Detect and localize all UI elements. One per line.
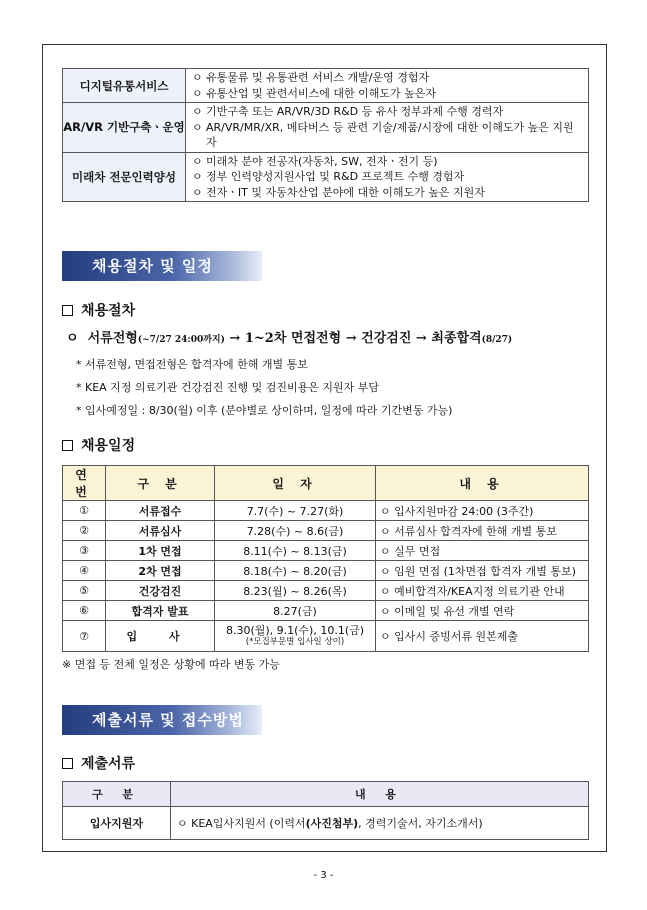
job-details (186, 69, 589, 103)
step-final-note: (8/27) (481, 335, 513, 345)
row-date: 8.18(수) ~ 8.20(금) (215, 561, 376, 581)
bullet-icon: ㅇ (66, 331, 79, 346)
row-stage: 2차 면접 (106, 561, 215, 581)
table-header-row (63, 466, 589, 501)
bullet-icon: ㅇ (192, 185, 203, 199)
docs-row-label: 입사지원자 (63, 807, 171, 840)
job-category: AR/VR 기반구축ㆍ운영 (63, 103, 186, 153)
table-row (63, 521, 589, 541)
row-content: ㅇ 이메일 및 유선 개별 연락 (376, 601, 589, 621)
arrow-icon: → (229, 331, 241, 346)
checkbox-square-icon (62, 440, 73, 451)
heading-documents (62, 753, 135, 773)
job-item: 유통산업 및 관련서비스에 대한 이해도가 높은자 (206, 86, 437, 100)
row-date: 8.27(금) (215, 601, 376, 621)
step-document-note: (~7/27 24:00까지) (137, 335, 225, 345)
heading-label: 채용일정 (81, 438, 136, 454)
row-content: ㅇ 입사지원마감 24:00 (3주간) (376, 501, 589, 521)
docs-row-content (171, 807, 589, 840)
schedule-table (62, 465, 589, 652)
docs-text: ㅇ KEA입사지원서 (이력서 (177, 817, 306, 830)
job-item: 전자ㆍIT 및 자동차산업 분야에 대한 이해도가 높은 지원자 (206, 185, 485, 199)
job-item: AR/VR/MR/XR, 메타버스 등 관련 기술/제품/시장에 대한 이해도가 높은 지원자 (206, 120, 574, 149)
row-date: 7.7(수) ~ 7.27(화) (215, 501, 376, 521)
job-details (186, 103, 589, 153)
table-row (63, 807, 589, 840)
row-date: 7.28(수) ~ 8.6(금) (215, 521, 376, 541)
docs-text-bold: (사진첨부) (305, 817, 359, 830)
row-date: 8.11(수) ~ 8.13(금) (215, 541, 376, 561)
row-number: ① (63, 501, 106, 521)
row-number: ⑦ (63, 621, 106, 652)
job-item: 기반구축 또는 AR/VR/3D R&D 등 유사 정부과제 수행 경력자 (206, 105, 504, 118)
table-row (63, 561, 589, 581)
job-item: 유통물류 및 유통관련 서비스 개발/운영 경험자 (206, 71, 430, 84)
table-header-row (63, 782, 589, 807)
row-number: ④ (63, 561, 106, 581)
row-stage: 입 사 (106, 621, 215, 652)
heading-process (62, 300, 135, 320)
page-number: - 3 - (313, 870, 334, 881)
row-content: ㅇ 실무 면접 (376, 541, 589, 561)
table-row (63, 601, 589, 621)
bullet-icon: ㅇ (192, 71, 203, 84)
row-stage: 1차 면접 (106, 541, 215, 561)
column-header: 연 번 (63, 466, 106, 501)
row-content: ㅇ 입사시 증빙서류 원본제출 (376, 621, 589, 652)
column-header: 내 용 (376, 466, 589, 501)
row-date: 8.30(월), 9.1(수), 10.1(금) (225, 624, 365, 637)
column-header: 내 용 (171, 782, 589, 807)
docs-text: , 경력기술서, 자기소개서) (358, 817, 483, 830)
column-header: 일 자 (215, 466, 376, 501)
schedule-footnote: ※ 면접 등 전체 일정은 상황에 따라 변동 가능 (62, 658, 280, 671)
row-content: ㅇ 서류심사 합격자에 한해 개별 통보 (376, 521, 589, 541)
bullet-icon: ㅇ (192, 105, 203, 118)
bullet-icon: ㅇ (192, 154, 203, 168)
job-requirements-table (62, 68, 589, 202)
process-note: * 서류전형, 면접전형은 합격자에 한해 개별 통보 (76, 358, 308, 371)
row-number: ② (63, 521, 106, 541)
heading-schedule (62, 435, 135, 455)
step-document: 서류전형 (87, 331, 138, 346)
column-header: 구 분 (63, 782, 171, 807)
job-item: 미래차 분야 전공자(자동차, SW, 전자ㆍ전기 등) (206, 154, 438, 168)
step-interview: 1~2차 면접전형 (244, 331, 342, 346)
bullet-icon: ㅇ (192, 120, 203, 134)
row-stage: 합격자 발표 (106, 601, 215, 621)
table-row (63, 581, 589, 601)
row-number: ⑤ (63, 581, 106, 601)
documents-table (62, 781, 589, 840)
section-banner-process: 채용절차 및 일정 (62, 251, 262, 281)
table-row (63, 621, 589, 652)
row-stage: 서류심사 (106, 521, 215, 541)
process-note: * KEA 지정 의료기관 건강검진 진행 및 검진비용은 지원자 부담 (76, 381, 380, 394)
bullet-icon: ㅇ (192, 170, 203, 183)
row-date: 8.23(월) ~ 8.26(목) (215, 581, 376, 601)
column-header: 구 분 (106, 466, 215, 501)
checkbox-square-icon (62, 758, 73, 769)
arrow-icon: → (345, 331, 357, 346)
checkbox-square-icon (62, 305, 73, 316)
row-stage: 건강검진 (106, 581, 215, 601)
table-row (63, 541, 589, 561)
job-details (186, 152, 589, 202)
row-date-cell (215, 621, 376, 652)
table-row (63, 501, 589, 521)
job-category: 미래차 전문인력양성 (63, 152, 186, 202)
step-health-check: 건강검진 (361, 331, 412, 346)
bullet-icon: ㅇ (192, 86, 203, 100)
row-content: ㅇ 예비합격자/KEA지정 의료기관 안내 (376, 581, 589, 601)
arrow-icon: → (415, 331, 427, 346)
table-row (63, 69, 589, 103)
job-item: 정부 인력양성지원사업 및 R&D 프로젝트 수행 경험자 (206, 170, 465, 183)
row-date-note: (*모집부문별 입사일 상이) (245, 637, 345, 647)
table-row (63, 152, 589, 202)
heading-label: 제출서류 (81, 756, 136, 772)
job-category: 디지털유통서비스 (63, 69, 186, 103)
row-content: ㅇ 임원 면접 (1차면접 합격자 개별 통보) (376, 561, 589, 581)
heading-label: 채용절차 (81, 303, 136, 319)
row-stage: 서류접수 (106, 501, 215, 521)
row-number: ③ (63, 541, 106, 561)
section-banner-documents: 제출서류 및 접수방법 (62, 705, 262, 735)
process-note: * 입사예정일 : 8/30(월) 이후 (분야별로 상이하며, 일정에 따라 기간변동 가능) (76, 404, 453, 417)
step-final: 최종합격 (431, 331, 482, 346)
table-row (63, 103, 589, 153)
row-number: ⑥ (63, 601, 106, 621)
process-flow (66, 327, 512, 346)
